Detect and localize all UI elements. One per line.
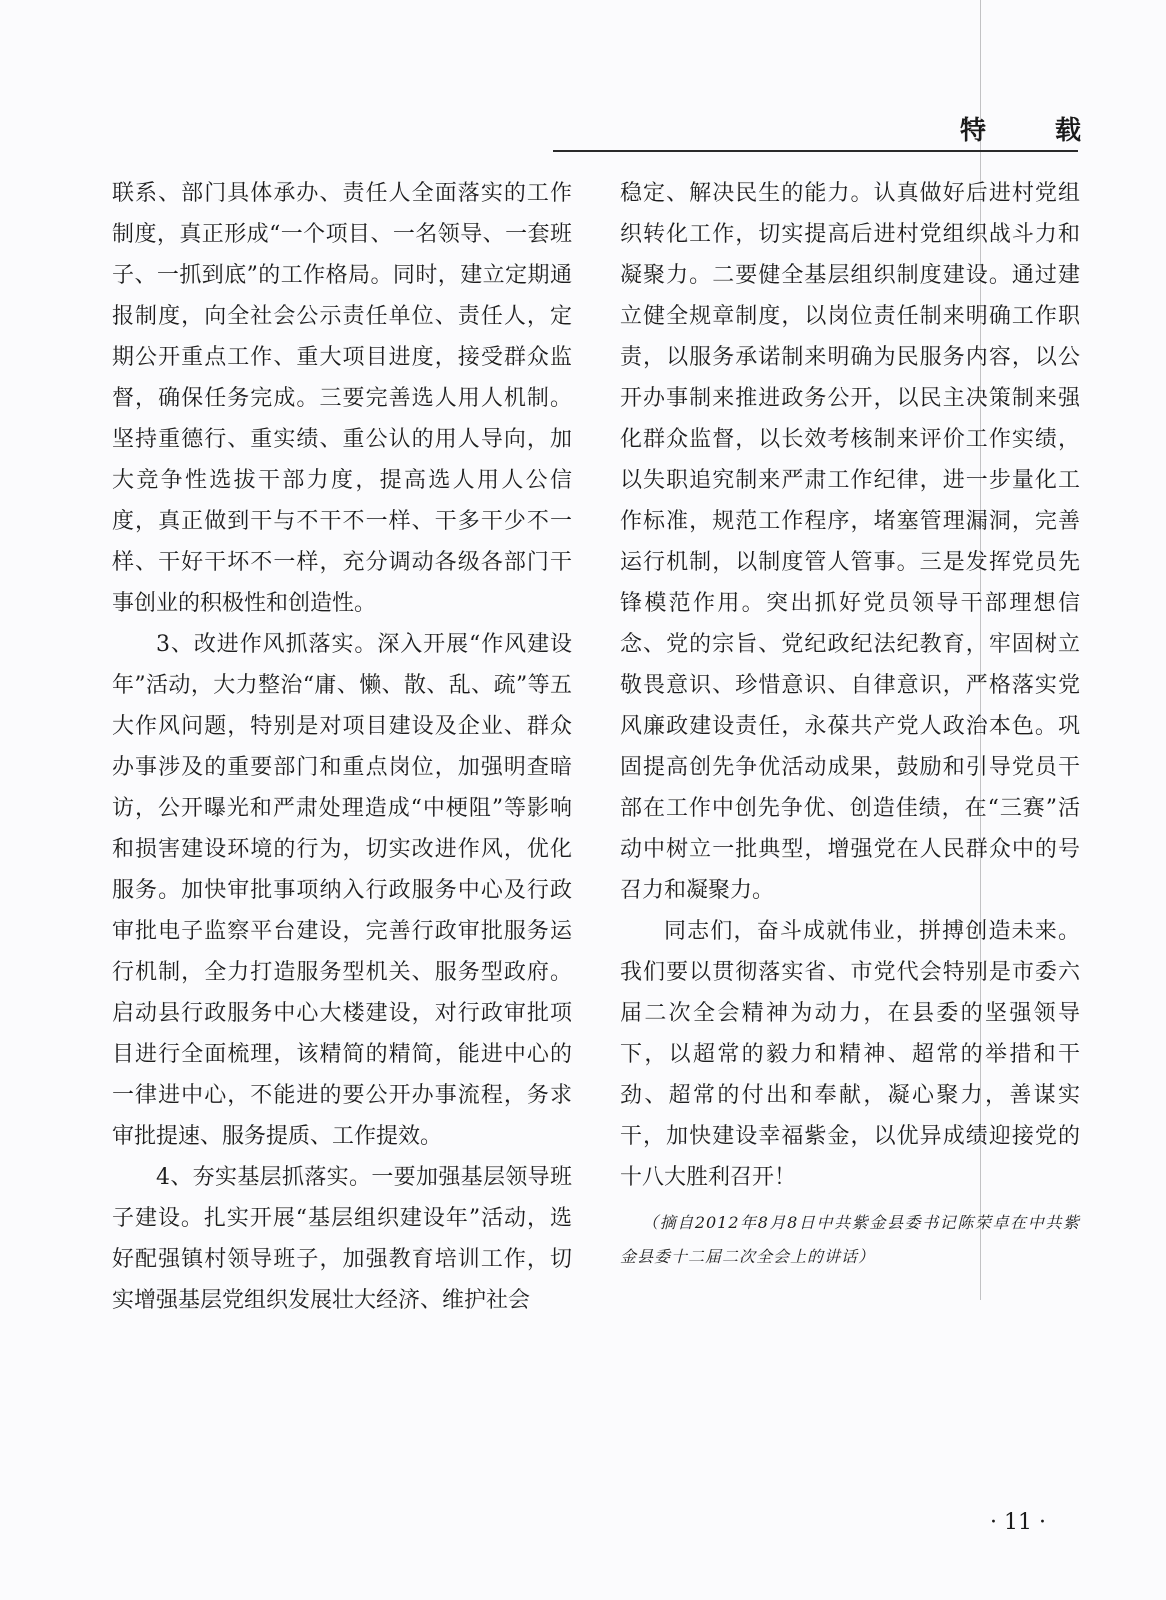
section-label: 特 载 — [960, 116, 1112, 146]
paragraph-closing: 同志们，奋斗成就伟业，拼搏创造未来。我们要以贯彻落实省、市党代会特别是市委六届二次全会精神为动力，在县委的坚强领导下，以超常的毅力和精神、超常的举措和干劲、超常的付出和奉献，凝心聚力，善谋实干，加快建设幸福紫金，以优异成绩迎接党的十八大胜利召开！ — [620, 919, 1080, 1190]
header-rule — [553, 150, 1078, 152]
paragraph-grassroots: 4、夯实基层抓落实。一要加强基层领导班子建设。扎实开展“基层组织建设年”活动，选好配强镇村领导班子，加强教育培训工作，切实增强基层党组织发展壮大经济、维护社会 — [112, 1165, 572, 1313]
left-column — [112, 173, 572, 1321]
right-column — [620, 173, 1080, 1274]
source-note: （摘自2012年8月8日中共紫金县委书记陈荣卓在中共紫金县委十二届二次全会上的讲话） — [620, 1213, 1080, 1266]
paragraph-grassroots-continued: 稳定、解决民生的能力。认真做好后进村党组织转化工作，切实提高后进村党组织战斗力和凝聚力。二要健全基层组织制度建设。通过建立健全规章制度，以岗位责任制来明确工作职责，以服务承诺制来明确为民服务内容，以公开办事制来推进政务公开，以民主决策制来强化群众监督，以长效考核制来评价工作实绩，以失职追究制来严肃工作纪律，进一步量化工作标准，规范工作程序，堵塞管理漏洞，完善运行机制，以制度管人管事。三是发挥党员先锋模范作用。突出抓好党员领导干部理想信念、党的宗旨、党纪政纪法纪教育，牢固树立敬畏意识、珍惜意识、自律意识，严格落实党风廉政建设责任，永葆共产党人政治本色。巩固提高创先争优活动成果，鼓励和引导党员干部在工作中创先争优、创造佳绩，在“三赛”活动中树立一批典型，增强党在人民群众中的号召力和凝聚力。 — [620, 181, 1080, 903]
paragraph-improve-work-style: 3、改进作风抓落实。深入开展“作风建设年”活动，大力整治“庸、懒、散、乱、疏”等五大作风问题，特别是对项目建设及企业、群众办事涉及的重要部门和重点岗位，加强明查暗访，公开曝光和严肃处理造成“中梗阻”等影响和损害建设环境的行为，切实改进作风，优化服务。加快审批事项纳入行政服务中心及行政审批电子监察平台建设，完善行政审批服务运行机制，全力打造服务型机关、服务型政府。启动县行政服务中心大楼建设，对行政审批项目进行全面梳理，该精简的精简，能进中心的一律进中心，不能进的要公开办事流程，务求审批提速、服务提质、工作提效。 — [112, 632, 572, 1149]
paragraph-continuation: 联系、部门具体承办、责任人全面落实的工作制度，真正形成“一个项目、一名领导、一套班子、一抓到底”的工作格局。同时，建立定期通报制度，向全社会公示责任单位、责任人，定期公开重点工作、重大项目进度，接受群众监督，确保任务完成。三要完善选人用人机制。坚持重德行、重实绩、重公认的用人导向，加大竞争性选拔干部力度，提高选人用人公信度，真正做到干与不干不一样、干多干少不一样、干好干坏不一样，充分调动各级各部门干事创业的积极性和创造性。 — [112, 181, 572, 616]
page-number: · 11 · — [990, 1510, 1046, 1535]
